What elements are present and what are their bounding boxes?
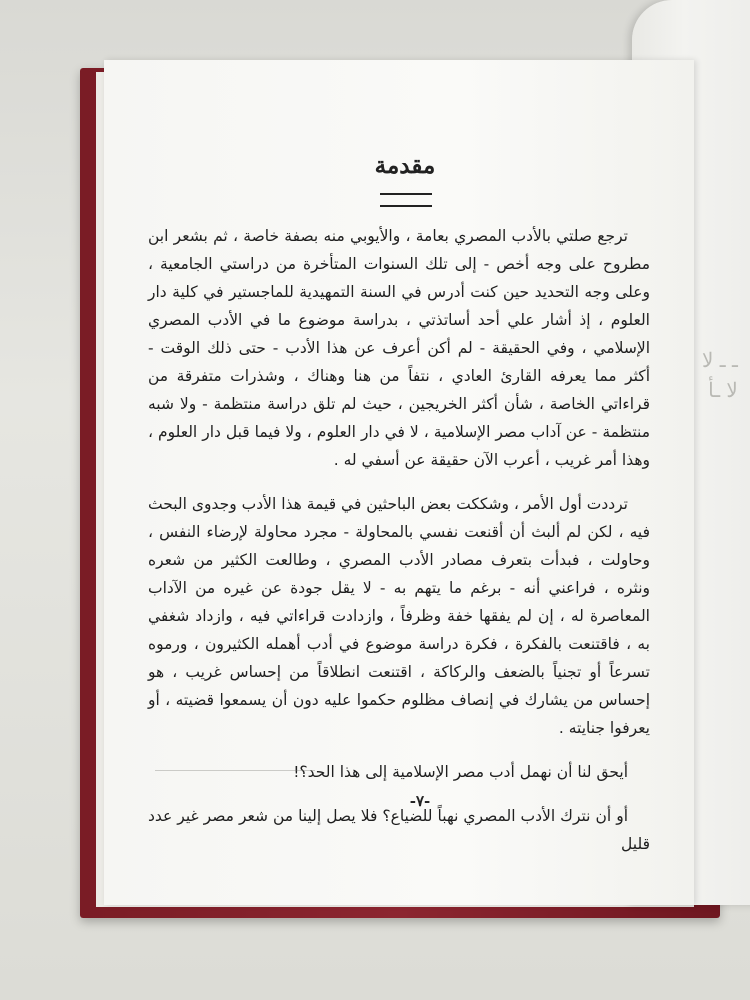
facing-page-bleed-text — [702, 345, 738, 405]
paragraph: ترجع صلتي بالأدب المصري بعامة ، والأيوبي منه بصفة خاصة ، ثم بشعر ابن مطروح على وجه أخص - إلى تلك السنوات المتأخرة من دراستي الجامعية ، وعلى وجه التحديد حين كنت أدرس في السنة التمهيدية للماجستير في كلية دار العلوم ، إذ أشار علي أحد أساتذتي ، بدراسة موضوع ما في الأدب المصري الإسلامي ، وفي الحقيقة - لم أكن أعرف عن هذا الأدب - حتى ذلك الوقت - أكثر مما يعرفه القارئ العادي ، نتفاً من هنا وهناك ، وشذرات متفرقة من قراءاتي الخاصة ، شأن أكثر الخريجين ، حيث لم تلق دراسة منتظمة - ولا شبه منتظمة - عن آداب مصر الإسلامية ، لا في دار العلوم ، ولا فيما قبل دار العلوم ، وهذا أمر غريب ، أعرب الآن حقيقة عن أسفي له . — [148, 227, 650, 469]
paragraph: أو أن نترك الأدب المصري نهباً للضياع؟ فلا يصل إلينا من شعر مصر غير عدد قليل — [148, 807, 650, 853]
page-heading: مقدمة — [374, 152, 436, 179]
divider — [155, 770, 315, 771]
paragraph: ترددت أول الأمر ، وشككت بعض الباحثين في قيمة هذا الأدب وجدوى البحث فيه ، لكن لم ألبث أن أقنعت نفسي بالمحاولة - مجرد محاولة لإرضاء النفس ، وحاولت ، فبدأت بتعرف مصادر الأدب المصري ، وطالعت الكثير من شعره ونثره ، فراعني أنه - برغم ما يتهم به - لا يقل جودة عن غيره من الآداب المعاصرة له ، إن لم يفقها خفة وظرفاً ، وازدادت قراءاتي فيه ، وازداد شغفي به ، فاقتنعت بالفكرة ، فكرة دراسة موضوع في أدب أهمله الكثيرون ، ورموه تسرعاً أو تجنياً بالضعف والركاكة ، اقتنعت انطلاقاً من إحساس غريب ، هو إحساس من يشارك في إنصاف مظلوم حكموا عليه دون أن يسمعوا قضيته ، أو يعرفوا جنايته . — [148, 495, 650, 737]
heading-underline — [380, 193, 432, 207]
body-text — [148, 222, 650, 858]
bleed-fragment: لا ـأ — [708, 378, 738, 402]
paragraph: أيحق لنا أن نهمل أدب مصر الإسلامية إلى هذا الحد؟! — [293, 763, 628, 781]
page-number: -٧- — [409, 792, 431, 810]
bleed-fragment: ـ ـ لا — [702, 348, 738, 372]
